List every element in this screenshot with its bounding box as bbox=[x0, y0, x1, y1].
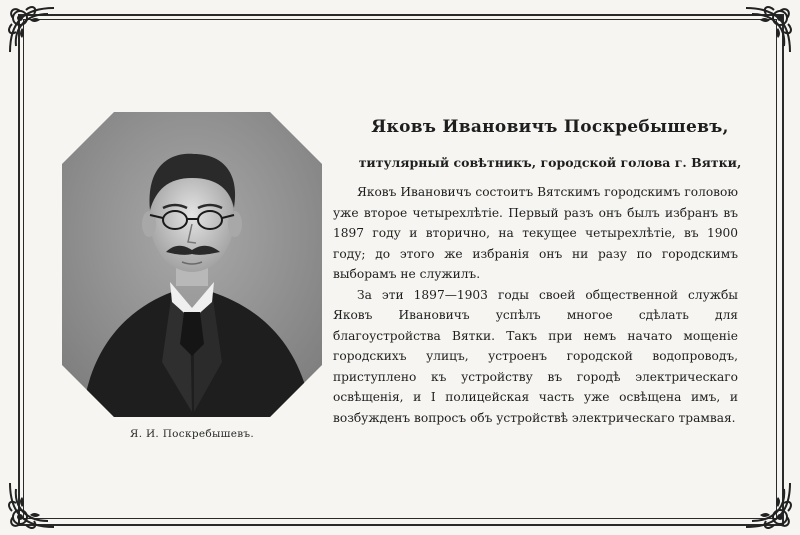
corner-ornament-icon bbox=[740, 2, 796, 58]
corner-ornament-icon bbox=[740, 477, 796, 533]
corner-ornament-icon bbox=[4, 2, 60, 58]
page-title: Яковъ Ивановичъ Поскребышевъ, bbox=[371, 117, 729, 137]
paragraph: За эти 1897—1903 годы своей общественной службы Яковъ Ивановичъ успѣлъ многое сдѣлать для благоустройства Вятки. Такъ при немъ начато мощеніе городскихъ улицъ, устроенъ городской водопроводъ, приступлено къ устройству въ городѣ электрическаго освѣщенія, и I полицейская часть уже освѣщена имъ, и возбужденъ вопросъ объ устройствѣ электрическаго трамвая. bbox=[333, 287, 738, 425]
article-body bbox=[333, 182, 738, 428]
page-subtitle: титулярный совѣтникъ, городской голова г. Вятки, bbox=[358, 155, 742, 170]
portrait-photo-icon bbox=[62, 112, 322, 417]
paragraph: Яковъ Ивановичъ состоитъ Вятскимъ городскимъ головою уже второе четырехлѣтіе. Первый разъ онъ былъ избранъ въ 1897 году и вторично, на текущее четырехлѣтіе, въ 1900 году; до этого же избранія онъ ни разу по городскимъ выборамъ не служилъ. bbox=[333, 185, 738, 281]
corner-ornament-icon bbox=[4, 477, 60, 533]
portrait-caption: Я. И. Поскребышевъ. bbox=[129, 428, 255, 440]
